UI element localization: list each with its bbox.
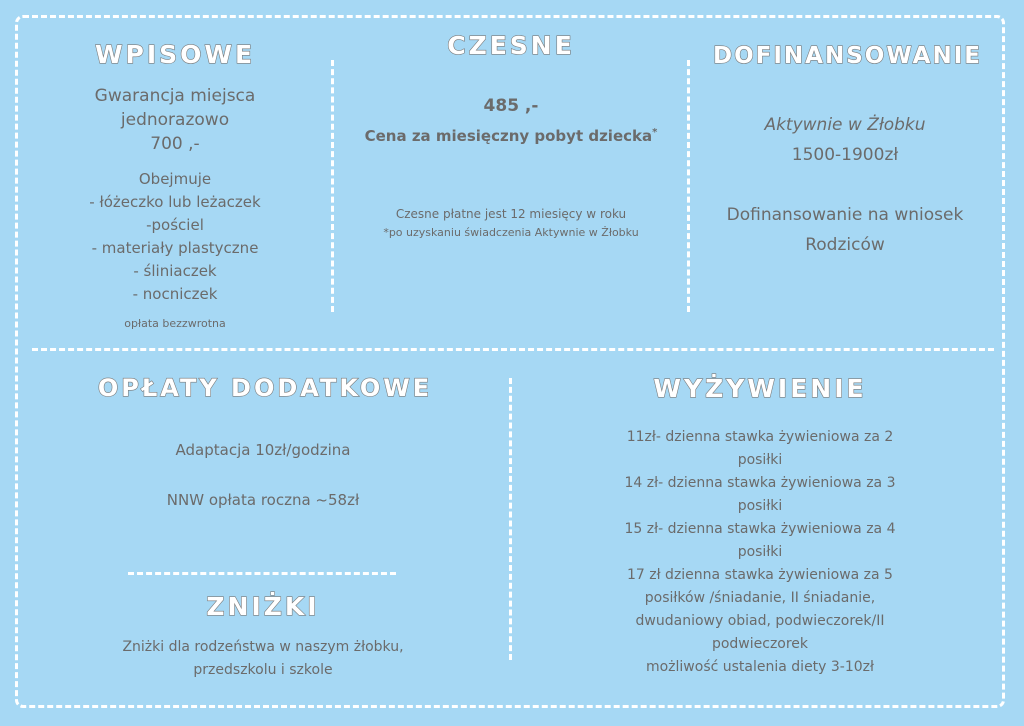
oplaty-title: OPŁATY DODATKOWE: [97, 374, 433, 402]
list-item: -pościel: [146, 216, 204, 234]
dofinansowanie-title: DOFINANSOWANIE: [713, 43, 982, 69]
vertical-divider-bottom: [509, 378, 512, 660]
vertical-divider-right: [687, 60, 690, 312]
list-item: 15 zł- dzienna stawka żywieniowa za 4: [624, 521, 896, 537]
dofinansowanie-request: [690, 200, 1000, 260]
czesne-price-desc: [338, 121, 684, 148]
oplaty-line2: NNW opłata roczna ~58zł: [166, 491, 360, 509]
list-item: - materiały plastyczne: [91, 239, 259, 257]
wpisowe-title: WPISOWE: [94, 40, 256, 69]
list-item: dwudaniowy obiad, podwieczorek/II: [635, 613, 885, 629]
wpisowe-includes-title: Obejmuje: [138, 170, 212, 188]
czesne-price: 485 ,-: [483, 96, 539, 116]
wyzywienie-title: WYŻYWIENIE: [653, 374, 867, 403]
dofinansowanie-line1: Dofinansowanie na wniosek: [726, 205, 964, 225]
list-item: posiłki: [737, 498, 783, 514]
horizontal-divider: [32, 348, 994, 351]
vertical-divider-left: [331, 60, 334, 312]
list-item: - śliniaczek: [133, 262, 217, 280]
list-item: 14 zł- dzienna stawka żywieniowa za 3: [624, 475, 896, 491]
dofinansowanie-line2: Rodziców: [805, 235, 885, 255]
list-item: możliwość ustalenia diety 3-10zł: [645, 659, 875, 675]
wpisowe-includes: [30, 168, 320, 306]
znizki-line2: przedszkolu i szkole: [193, 662, 333, 678]
znizki-title: ZNIŻKI: [206, 592, 320, 621]
wpisowe-line2: jednorazowo: [120, 110, 230, 130]
wpisowe-guarantee: [30, 84, 320, 156]
czesne-note1: Czesne płatne jest 12 miesięcy w roku: [395, 207, 627, 221]
wyzywienie-list: [515, 426, 1005, 679]
znizki-divider: [128, 572, 396, 575]
list-item: - łóżeczko lub leżaczek: [89, 193, 261, 211]
dofinansowanie-program: Aktywnie w Żłobku: [764, 115, 926, 135]
czesne-title: CZESNE: [447, 31, 575, 60]
oplaty-line1: Adaptacja 10zł/godzina: [175, 441, 351, 459]
list-item: posiłków /śniadanie, II śniadanie,: [644, 590, 876, 606]
wpisowe-line1: Gwarancja miejsca: [94, 86, 256, 106]
list-item: 11zł- dzienna stawka żywieniowa za 2: [626, 429, 894, 445]
znizki-text: [30, 636, 496, 682]
list-item: posiłki: [737, 452, 783, 468]
dofinansowanie-amount: 1500-1900zł: [791, 145, 899, 165]
list-item: 17 zł dzienna stawka żywieniowa za 5: [627, 567, 893, 583]
czesne-asterisk: *: [652, 127, 658, 138]
list-item: - nocniczek: [132, 285, 218, 303]
wpisowe-note: opłata bezzwrotna: [124, 317, 226, 330]
list-item: podwieczorek: [711, 636, 809, 652]
czesne-note2: *po uzyskaniu świadczenia Aktywnie w Żłobku: [383, 226, 639, 239]
znizki-line1: Zniżki dla rodzeństwa w naszym żłobku,: [122, 639, 404, 655]
czesne-price-desc-text: Cena za miesięczny pobyt dziecka: [364, 127, 653, 145]
wpisowe-price: 700 ,-: [150, 134, 200, 154]
list-item: posiłki: [737, 544, 783, 560]
